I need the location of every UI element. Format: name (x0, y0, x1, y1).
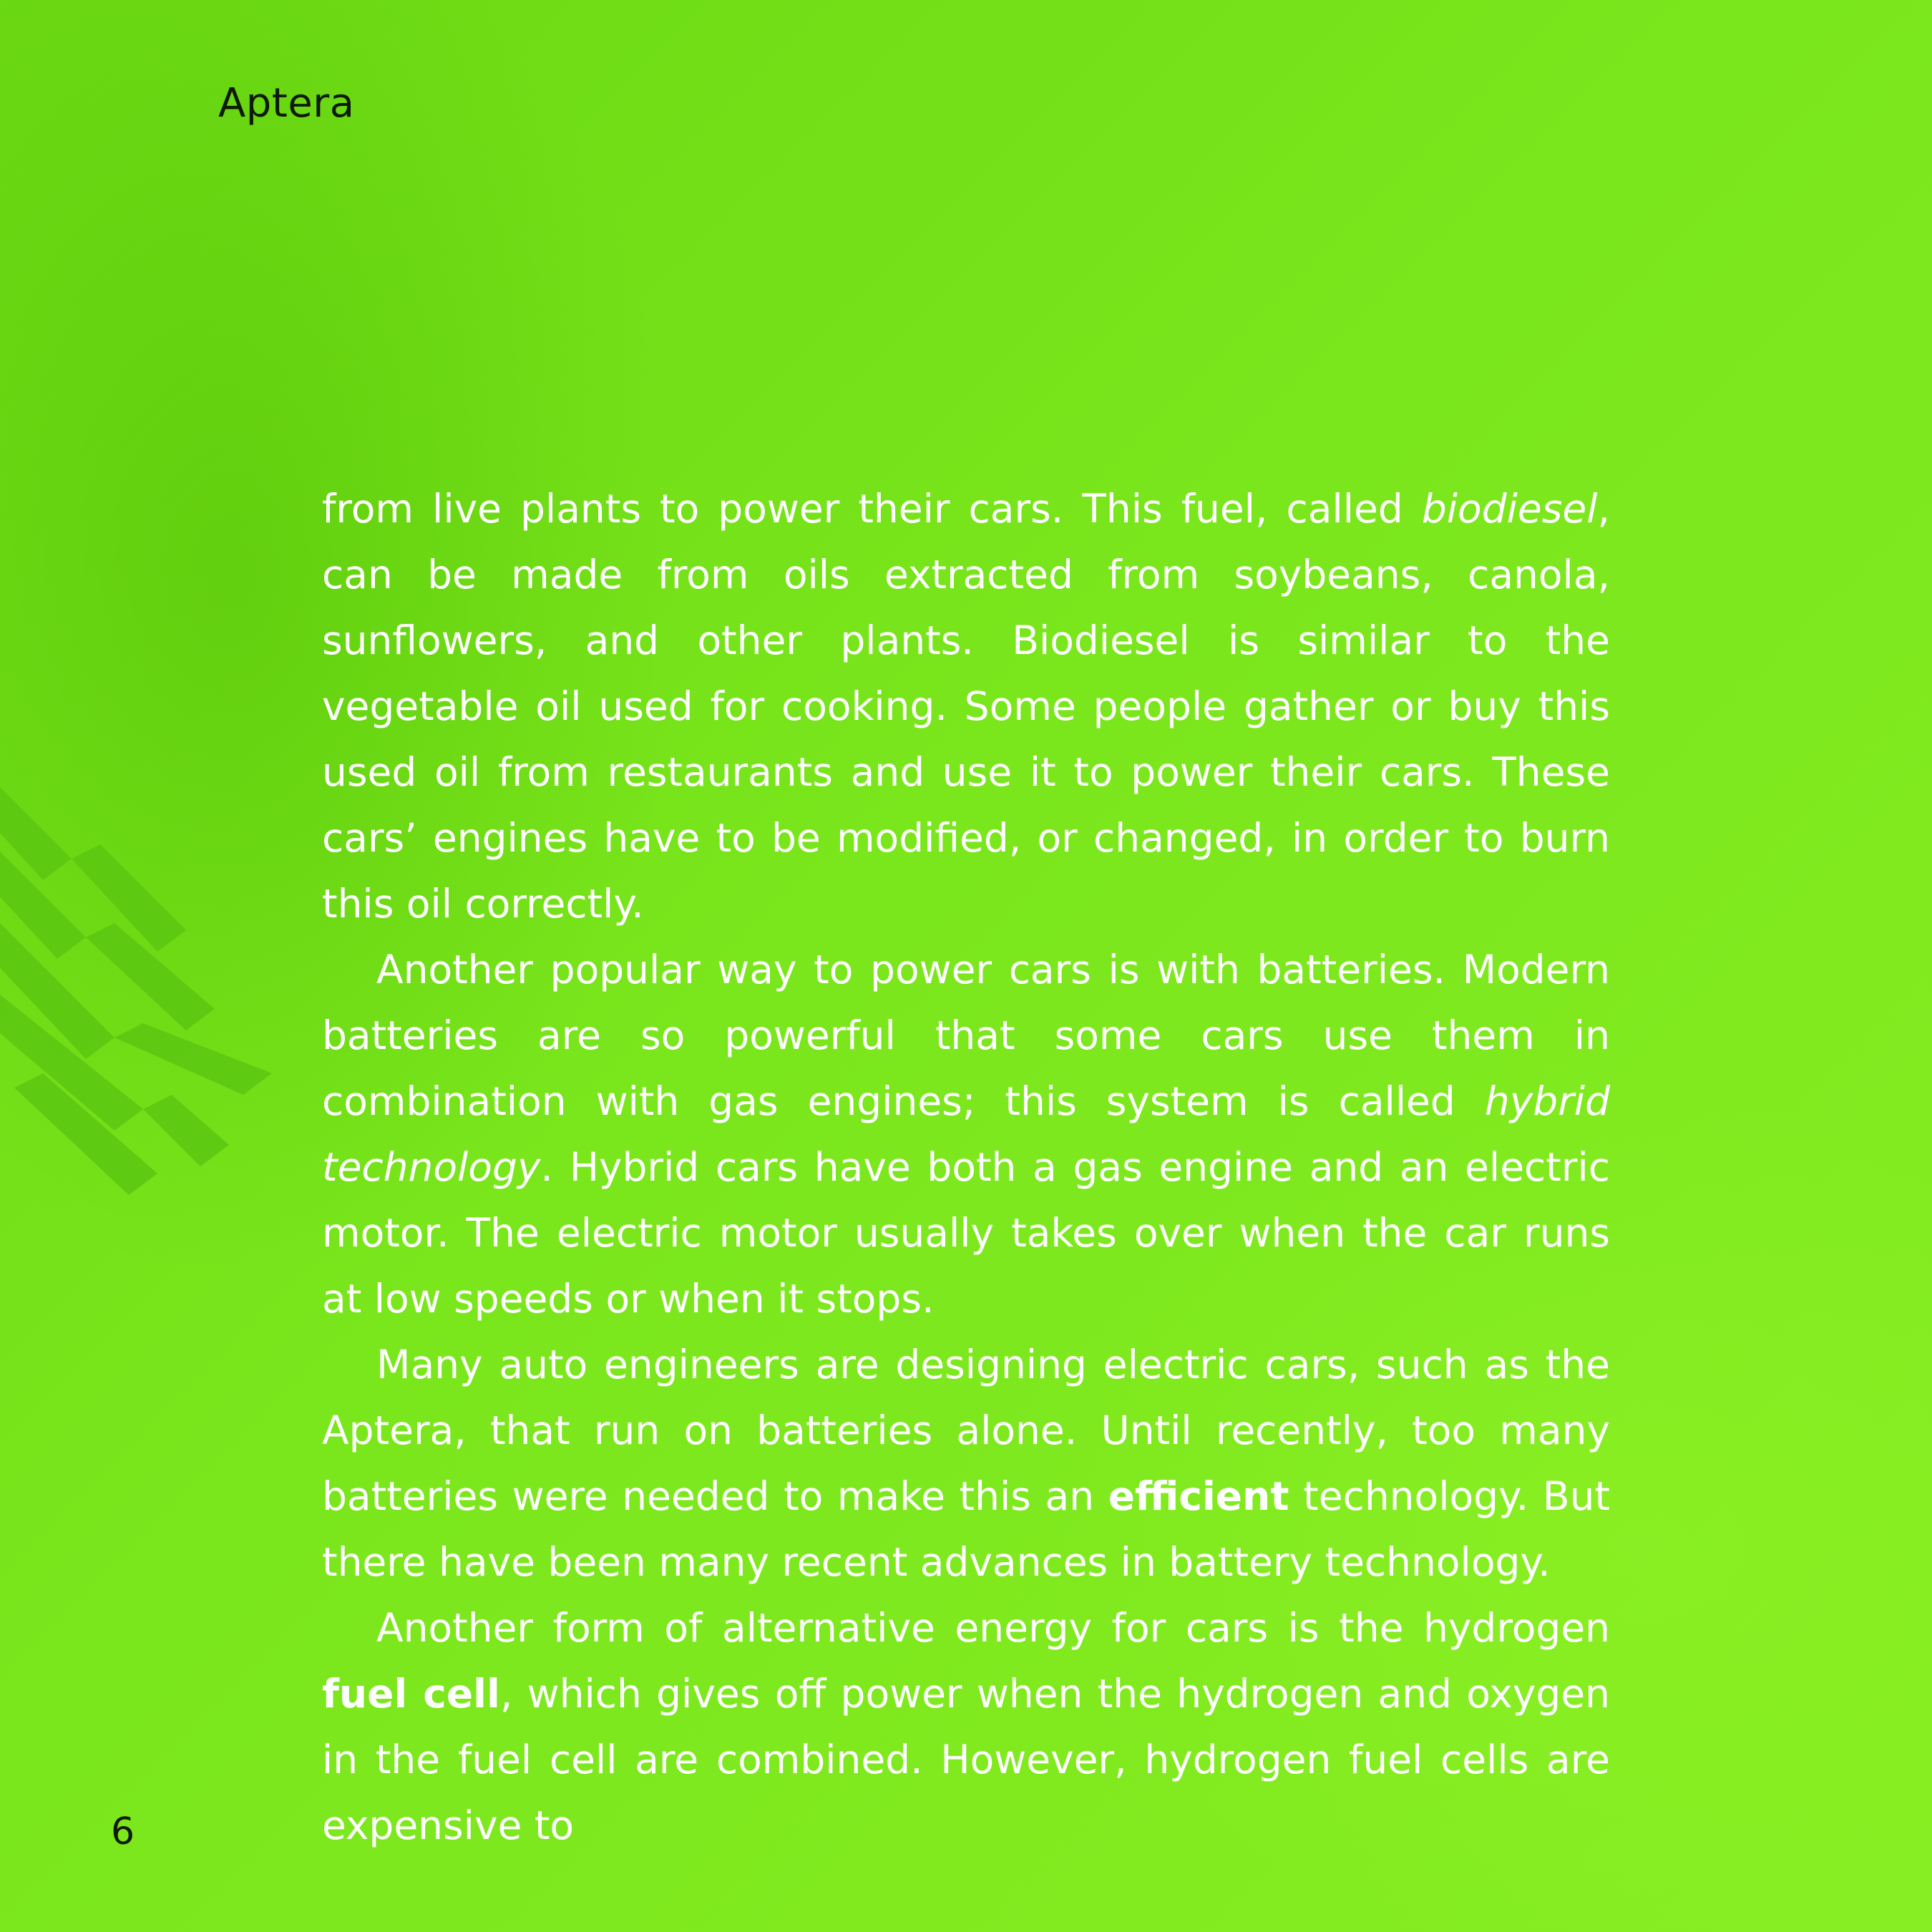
term-efficient: efficient (1108, 1473, 1289, 1519)
paragraph-3-text-a: Many auto engineers are designing electric cars, such as the Aptera, that run on batteries alone. Until recently, too many batteries were needed to make this an (322, 1342, 1610, 1519)
paragraph-3-text-b: technology. But there have been many recent advances in battery technology. (322, 1473, 1610, 1585)
paragraph-3 (322, 1332, 1610, 1595)
term-biodiesel: biodiesel (1421, 486, 1598, 532)
paragraph-4-text-b: , which gives off power when the hydrogen and oxygen in the fuel cell are combined. However, hydrogen fuel cells are expensive to (322, 1671, 1610, 1848)
term-fuel-cell: fuel cell (322, 1671, 500, 1717)
header-title: Aptera (218, 80, 355, 127)
paragraph-1-text-a: from live plants to power their cars. This fuel, called (322, 486, 1422, 532)
paragraph-4-text-a: Another form of alternative energy for cars is the hydrogen (376, 1605, 1610, 1651)
paragraph-1-text-b: , can be made from oils extracted from soybeans, canola, sunflowers, and other plants. Biodiesel is similar to the vegetable oil used for cooking. Some people gather or buy this used oil from restaurants and use it to power their cars. These cars’ engines have to be modified, or changed, in order to burn this oil correctly. (322, 486, 1610, 927)
paragraph-4 (322, 1595, 1610, 1858)
paragraph-2-text-b: . Hybrid cars have both a gas engine and an electric motor. The electric motor usually takes over when the car runs at low speeds or when it stops. (322, 1144, 1610, 1322)
paragraph-2 (322, 937, 1610, 1332)
paragraph-1 (322, 476, 1610, 937)
term-hybrid-technology: hybrid technology (322, 1078, 1610, 1190)
page-number: 6 (111, 1810, 135, 1853)
tire-tread-icon (0, 773, 301, 1216)
paragraph-2-text-a: Another popular way to power cars is with batteries. Modern batteries are so powerful that some cars use them in combination with gas engines; this system is called (322, 947, 1610, 1124)
body-text (322, 476, 1610, 1858)
